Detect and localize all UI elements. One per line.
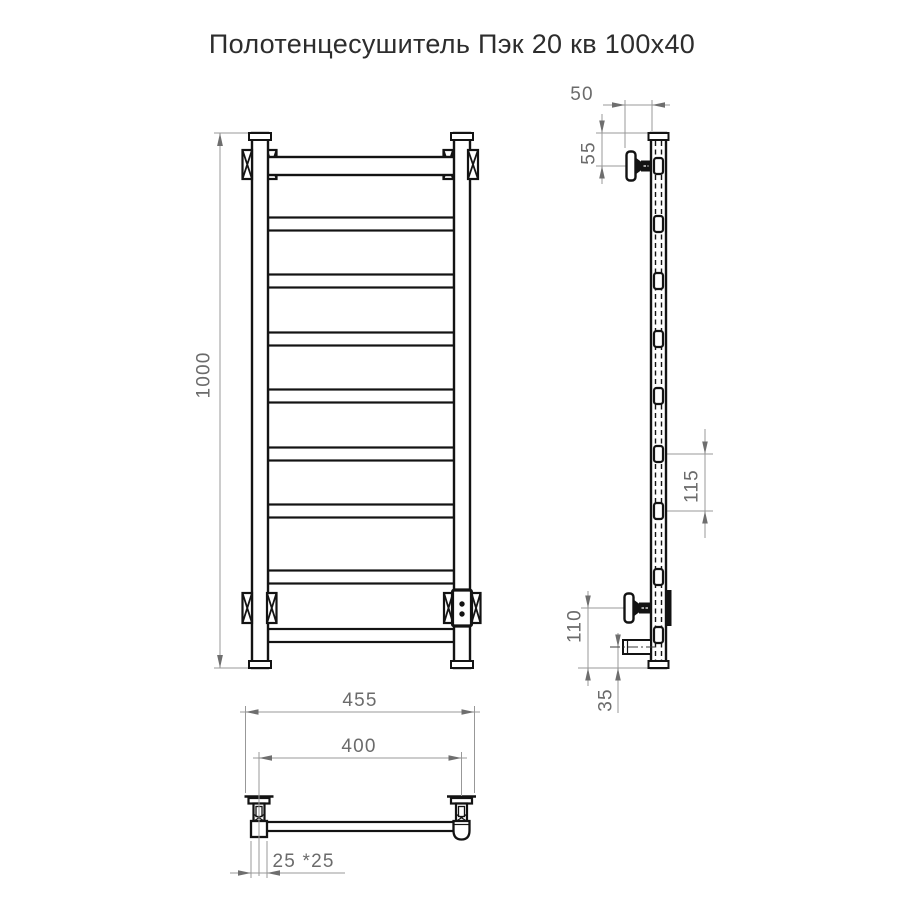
dim-plan-mount-spacing-label: 400 (341, 736, 377, 757)
left-post (252, 133, 268, 668)
rung (268, 218, 454, 231)
rung (268, 448, 454, 461)
post-cap (649, 661, 669, 668)
post-cap (249, 133, 271, 140)
top-bracket-outer-left (243, 150, 253, 179)
top-bracket-outer-right (468, 150, 478, 179)
bottom-bracket-power (444, 590, 481, 626)
dim-plan-profile-label: 25 *25 (272, 851, 335, 872)
power-contact-dot (459, 601, 464, 606)
plan-crossbar (266, 822, 454, 831)
post-cap (451, 661, 473, 668)
bottom-bracket-inner-left (267, 593, 277, 623)
bottom-bracket-outer-left (243, 593, 253, 623)
power-cover-edge (666, 590, 672, 626)
power-end-section (454, 821, 470, 840)
post-cap (649, 133, 669, 140)
post-cap (451, 133, 473, 140)
rung (268, 275, 454, 288)
power-contact-dot (459, 611, 464, 616)
dim-side-top-bracket-offset-label: 55 (578, 141, 600, 165)
top-rung (246, 157, 476, 175)
post-cap (249, 661, 271, 668)
dim-side-bottom-bracket-offset-label: 110 (564, 609, 586, 643)
dim-side-rung-spacing-label: 115 (681, 469, 703, 503)
power-connection-block (453, 590, 472, 626)
rung (268, 390, 454, 403)
rung (268, 505, 454, 518)
rung (268, 571, 454, 584)
dim-front-height-label: 1000 (193, 351, 215, 399)
dim-side-wall-offset-label: 50 (570, 84, 594, 105)
dim-side-element-offset-label: 35 (595, 688, 617, 712)
side-rung-ends (654, 158, 663, 643)
rung (268, 629, 454, 642)
right-post (454, 133, 470, 668)
drawing-title: Полотенцесушитель Пэк 20 кв 100x40 (208, 29, 696, 59)
dim-plan-overall-width-label: 455 (342, 690, 378, 711)
rung (268, 333, 454, 346)
